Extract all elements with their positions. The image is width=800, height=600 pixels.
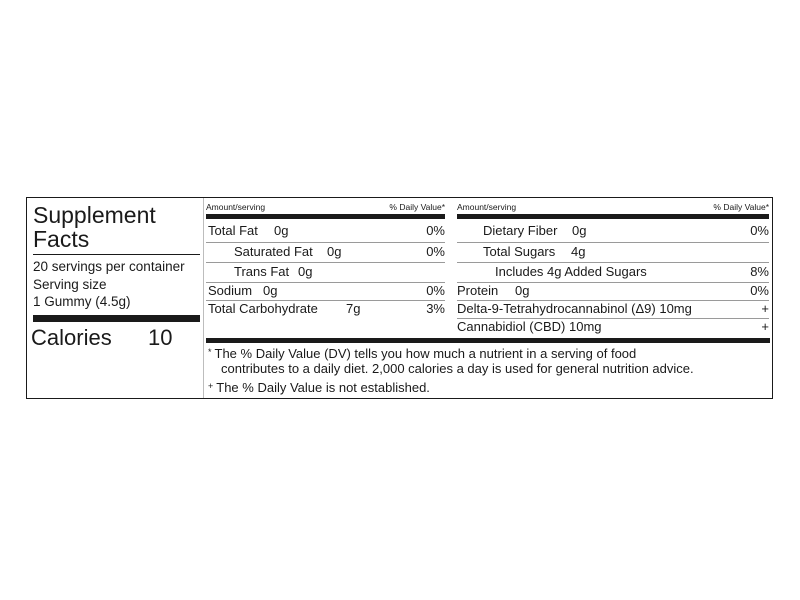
- column-divider: [203, 198, 204, 398]
- nutrient-amount: 0g: [327, 244, 342, 259]
- serving-size-label: Serving size: [33, 277, 107, 292]
- footnote-not-established: [208, 380, 430, 397]
- nutrient-label: Total Fat: [208, 223, 258, 238]
- nutrient-amount: 0g: [572, 223, 587, 238]
- nutrient-label: Protein: [457, 283, 499, 298]
- nutrient-row-saturated-fat: [206, 243, 445, 261]
- serving-size-value: 1 Gummy (4.5g): [33, 294, 131, 309]
- nutrient-dv: 0%: [426, 283, 445, 298]
- nutrient-row-protein: [457, 282, 769, 300]
- footnote-divider: [206, 338, 770, 343]
- nutrient-dv: 0%: [426, 244, 445, 259]
- nutrient-row-cbd: [457, 318, 769, 336]
- nutrient-row-total-fat: [206, 222, 445, 240]
- nutrient-label: Saturated Fat: [234, 244, 313, 259]
- nutrient-row-dietary-fiber: [457, 222, 769, 240]
- nutrient-label: Sodium: [208, 283, 253, 298]
- nutrient-dv: 0%: [750, 223, 769, 238]
- header-divider: [457, 214, 769, 219]
- nutrient-amount: 0g: [515, 283, 530, 298]
- facts-title: Supplement Facts: [33, 202, 156, 252]
- daily-value-header: % Daily Value*: [389, 202, 445, 212]
- facts-left-column: [27, 198, 204, 398]
- nutrient-dv: +: [761, 319, 769, 334]
- nutrient-row-total-carbohydrate: [206, 300, 445, 318]
- title-divider: [33, 254, 200, 255]
- nutrient-row-total-sugars: [457, 243, 769, 261]
- asterisk-mark: *: [208, 347, 212, 357]
- nutrient-label: Delta-9-Tetrahydrocannabinol (Δ9) 10mg: [457, 301, 692, 316]
- nutrient-amount: 4g: [571, 244, 586, 259]
- supplement-facts-panel: [26, 197, 773, 399]
- nutrient-amount: 7g: [346, 301, 361, 316]
- nutrient-column-b: [457, 198, 769, 338]
- nutrient-label: Trans Fat: [234, 264, 290, 279]
- column-b-header: [457, 202, 769, 212]
- nutrient-dv: 0%: [750, 283, 769, 298]
- nutrient-row-sodium: [206, 282, 445, 300]
- footnote-not-established-text: The % Daily Value is not established.: [216, 380, 430, 395]
- nutrient-amount: 0g: [274, 223, 289, 238]
- nutrient-amount: 0g: [298, 264, 313, 279]
- nutrient-dv: 8%: [750, 264, 769, 279]
- daily-value-header: % Daily Value*: [713, 202, 769, 212]
- nutrient-label: Includes 4g Added Sugars: [495, 264, 647, 279]
- nutrient-label: Dietary Fiber: [483, 223, 558, 238]
- nutrient-row-delta-9-thc: [457, 300, 769, 318]
- nutrient-dv: 0%: [426, 223, 445, 238]
- footnote-dv-line2: contributes to a daily diet. 2,000 calories a day is used for general nutrition advice.: [221, 361, 694, 376]
- nutrient-row-added-sugars: [457, 263, 769, 281]
- nutrient-row-trans-fat: [206, 263, 445, 281]
- servings-per-container: 20 servings per container: [33, 259, 185, 274]
- nutrient-dv: 3%: [426, 301, 445, 316]
- nutrient-label: Total Carbohydrate: [208, 301, 318, 316]
- nutrient-label: Cannabidiol (CBD) 10mg: [457, 319, 602, 334]
- nutrient-label: Total Sugars: [483, 244, 556, 259]
- nutrient-column-a: [206, 198, 445, 338]
- header-divider: [206, 214, 445, 219]
- column-a-header: [206, 202, 445, 212]
- plus-mark: +: [208, 381, 214, 391]
- calories-label: Calories: [31, 325, 112, 350]
- nutrient-amount: 0g: [263, 283, 278, 298]
- calories-value: 10: [148, 325, 173, 350]
- footnote-dv-text-1: The % Daily Value (DV) tells you how much a nutrient in a serving of food: [214, 346, 637, 361]
- amount-serving-header: Amount/serving: [206, 202, 266, 212]
- calories-divider: [33, 315, 200, 322]
- amount-serving-header: Amount/serving: [457, 202, 517, 212]
- nutrient-dv: +: [761, 301, 769, 316]
